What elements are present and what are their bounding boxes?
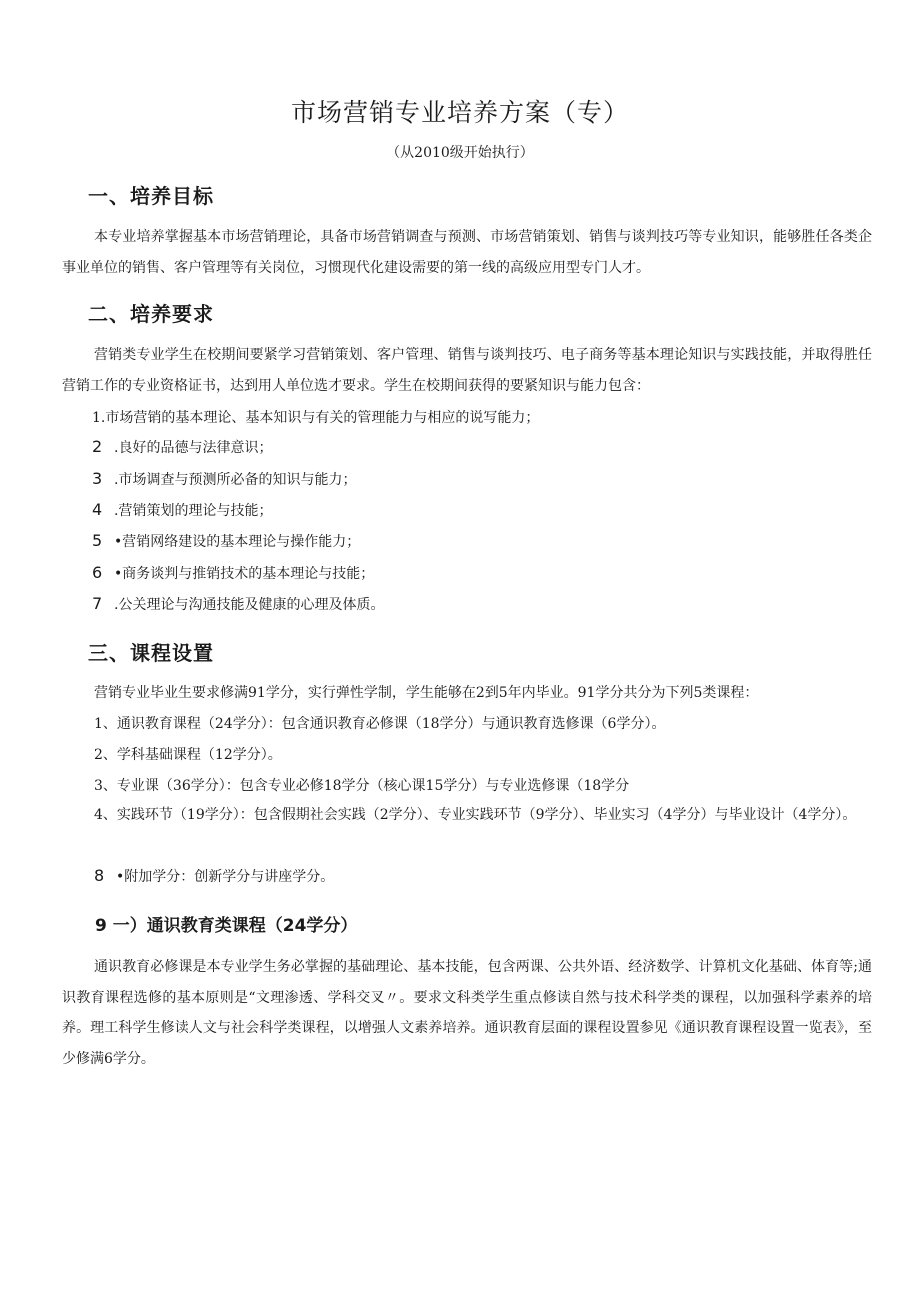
requirement-item-text: 1.市场营销的基本理论、基本知识与有关的管理能力与相应的说写能力； — [92, 410, 540, 426]
requirement-item-text: •营销网络建设的基本理论与操作能力； — [114, 534, 361, 550]
curriculum-item — [94, 866, 334, 886]
section-heading-goals: 一、培养目标 — [88, 184, 214, 208]
requirement-item-number: 2 — [92, 437, 103, 456]
curriculum-item-text: •附加学分：创新学分与讲座学分。 — [116, 869, 335, 885]
requirement-item-text: •商务谈判与推销技术的基本理论与技能； — [114, 566, 375, 582]
requirement-item — [92, 469, 356, 489]
curriculum-item: 4、实践环节（19学分）：包含假期社会实践（2学分）、专业实践环节（9学分）、毕业实习（4学分）与毕业设计（4学分）。 — [94, 807, 857, 823]
curriculum-item-number: 8 — [94, 866, 105, 885]
section-goals-body: 本专业培养掌握基本市场营销理论，具备市场营销调查与预测、市场营销策划、销售与谈判技巧等专业知识，能够胜任各类企事业单位的销售、客户管理等有关岗位，习惯现代化建设需要的第一线的高级应用型专门人才。 — [62, 229, 872, 276]
requirement-item — [92, 437, 272, 457]
section-heading-curriculum: 三、课程设置 — [88, 641, 214, 665]
requirement-item — [92, 407, 539, 427]
section-heading-requirements: 二、培养要求 — [88, 302, 214, 326]
page-title: 市场营销专业培养方案（专） — [290, 98, 629, 127]
requirement-item-number: 5 — [92, 531, 103, 550]
section-requirements-body: 营销类专业学生在校期间要紧学习营销策划、客户管理、销售与谈判技巧、电子商务等基本理论知识与实践技能，并取得胜任营销工作的专业资格证书，达到用人单位选才要求。学生在校期间获得的要紧知识与能力包含： — [62, 347, 872, 394]
requirement-item — [92, 563, 374, 583]
general-education-body: 通识教育必修课是本专业学生务必掌握的基础理论、基本技能，包含两课、公共外语、经济数学、计算机文化基础、体育等;通识教育课程选修的基本原则是“文理渗透、学科交叉〃。要求文科类学生重点修读自然与技术科学类的课程，以加强科学素养的培养。理工科学生修读人文与社会科学类课程，以增强人文素养培养。通识教育层面的课程设置参见《通识教育课程设置一览表》，至少修满6学分。 — [62, 959, 872, 1067]
requirement-item — [92, 594, 384, 614]
requirement-item — [92, 531, 360, 551]
curriculum-item: 3、专业课（36学分）：包含专业必修18学分（核心课15学分）与专业选修课（18学分 — [94, 778, 630, 794]
curriculum-item: 2、学科基础课程（12学分）。 — [94, 747, 282, 763]
requirement-item-text: .公关理论与沟通技能及健康的心理及体质。 — [114, 597, 385, 613]
requirement-item-text: .营销策划的理论与技能； — [114, 503, 273, 519]
requirement-item — [92, 500, 272, 520]
requirement-item-number: 6 — [92, 563, 103, 582]
subsection-heading-general-education: 9 一）通识教育类课程（24学分） — [95, 916, 358, 936]
page-subtitle: （从2010级开始执行） — [386, 145, 534, 161]
curriculum-item: 1、通识教育课程（24学分）：包含通识教育必修课（18学分）与通识教育选修课（6学分）。 — [94, 716, 666, 732]
requirement-item-number: 4 — [92, 500, 103, 519]
requirement-item-text: .市场调查与预测所必备的知识与能力； — [114, 472, 357, 488]
requirement-item-number: 3 — [92, 469, 103, 488]
requirement-item-text: .良好的品德与法律意识； — [114, 440, 273, 456]
requirement-item-number: 7 — [92, 594, 103, 613]
curriculum-intro: 营销专业毕业生要求修满91学分，实行弹性学制，学生能够在2到5年内毕业。91学分共分为下列5类课程： — [94, 685, 759, 701]
